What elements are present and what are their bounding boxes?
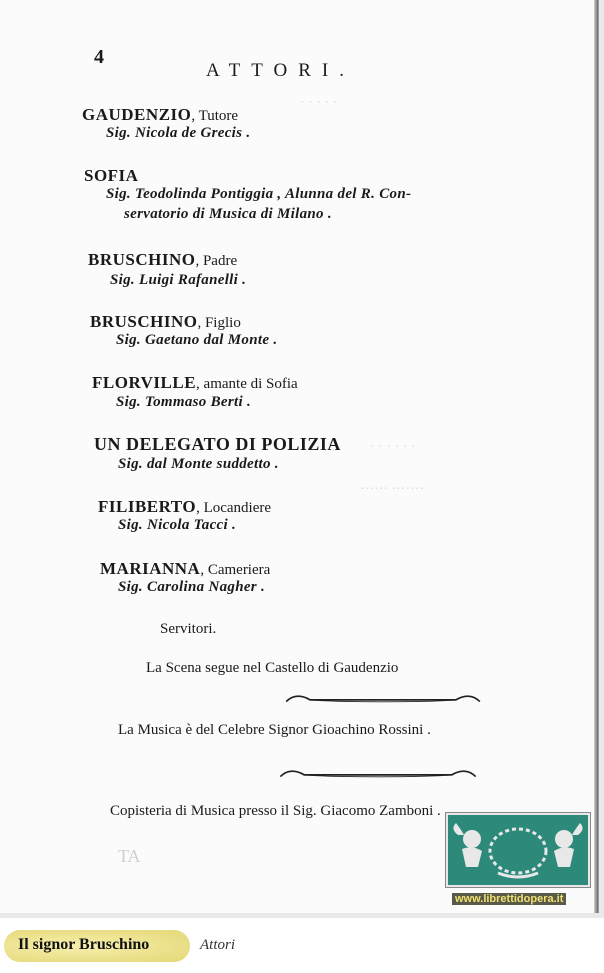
role-name: SOFIA — [84, 166, 139, 185]
role-desc: , Figlio — [197, 315, 241, 331]
cast-singer: Sig. Nicola Tacci . — [118, 517, 237, 533]
role-desc: , Locandiere — [196, 500, 272, 516]
page-heading: ATTORI. — [206, 60, 355, 81]
role-desc: , Padre — [195, 253, 238, 269]
role-name: MARIANNA — [100, 559, 201, 578]
footer-subtitle: Attori — [200, 937, 236, 953]
music-line: La Musica è del Celebre Signor Gioachino Rossini . — [118, 722, 431, 738]
role-name: BRUSCHINO — [88, 250, 196, 269]
page-edge-shadow — [594, 0, 598, 913]
cast-role — [100, 559, 270, 579]
role-name: GAUDENZIO — [82, 105, 192, 124]
cast-singer: Sig. Gaetano dal Monte . — [116, 332, 278, 348]
servants-line: Servitori. — [160, 621, 217, 637]
cast-singer: Sig. Teodolinda Pontiggia , Alunna del R. Con- — [106, 186, 412, 202]
logo-url[interactable]: www.librettidopera.it — [452, 893, 566, 905]
ornament-divider — [262, 768, 494, 780]
footer-title[interactable]: Il signor Bruschino — [18, 936, 150, 953]
cast-singer: Sig. Nicola de Grecis . — [106, 125, 251, 141]
bleed-through: TA — [118, 846, 141, 866]
cherubs-wreath-icon — [448, 815, 588, 885]
copyist-line: Copisteria di Musica presso il Sig. Giacomo Zamboni . — [110, 803, 441, 819]
cast-role — [94, 434, 341, 455]
cast-role — [98, 497, 271, 517]
page-number: 4 — [94, 46, 104, 68]
librettidopera-logo[interactable] — [446, 813, 590, 887]
bleed-through: · · · · · — [300, 96, 338, 111]
cast-singer: Sig. Luigi Rafanelli . — [110, 272, 247, 288]
role-name: UN DELEGATO DI POLIZIA — [94, 434, 341, 454]
cast-role — [82, 105, 238, 125]
cast-singer: Sig. Carolina Nagher . — [118, 579, 266, 595]
role-name: FILIBERTO — [98, 497, 197, 516]
ornament-divider — [268, 693, 498, 705]
bleed-through: · · · · · · — [370, 440, 416, 455]
cast-singer-continued: servatorio di Musica di Milano . — [124, 206, 332, 222]
bleed-through: ······ ······· — [360, 482, 425, 497]
role-name: BRUSCHINO — [90, 312, 198, 331]
cast-singer: Sig. Tommaso Berti . — [116, 394, 252, 410]
scene-line: La Scena segue nel Castello di Gaudenzio — [146, 660, 399, 676]
role-desc: , Cameriera — [200, 562, 271, 578]
role-desc: , Tutore — [191, 108, 239, 124]
role-name: FLORVILLE — [92, 373, 197, 392]
footer-bar — [0, 918, 604, 973]
cast-singer: Sig. dal Monte suddetto . — [118, 456, 279, 472]
cast-role — [92, 373, 298, 393]
cast-role — [90, 312, 241, 332]
cast-role — [88, 250, 237, 270]
role-desc: , amante di Sofia — [196, 376, 298, 392]
cast-role — [84, 166, 138, 186]
